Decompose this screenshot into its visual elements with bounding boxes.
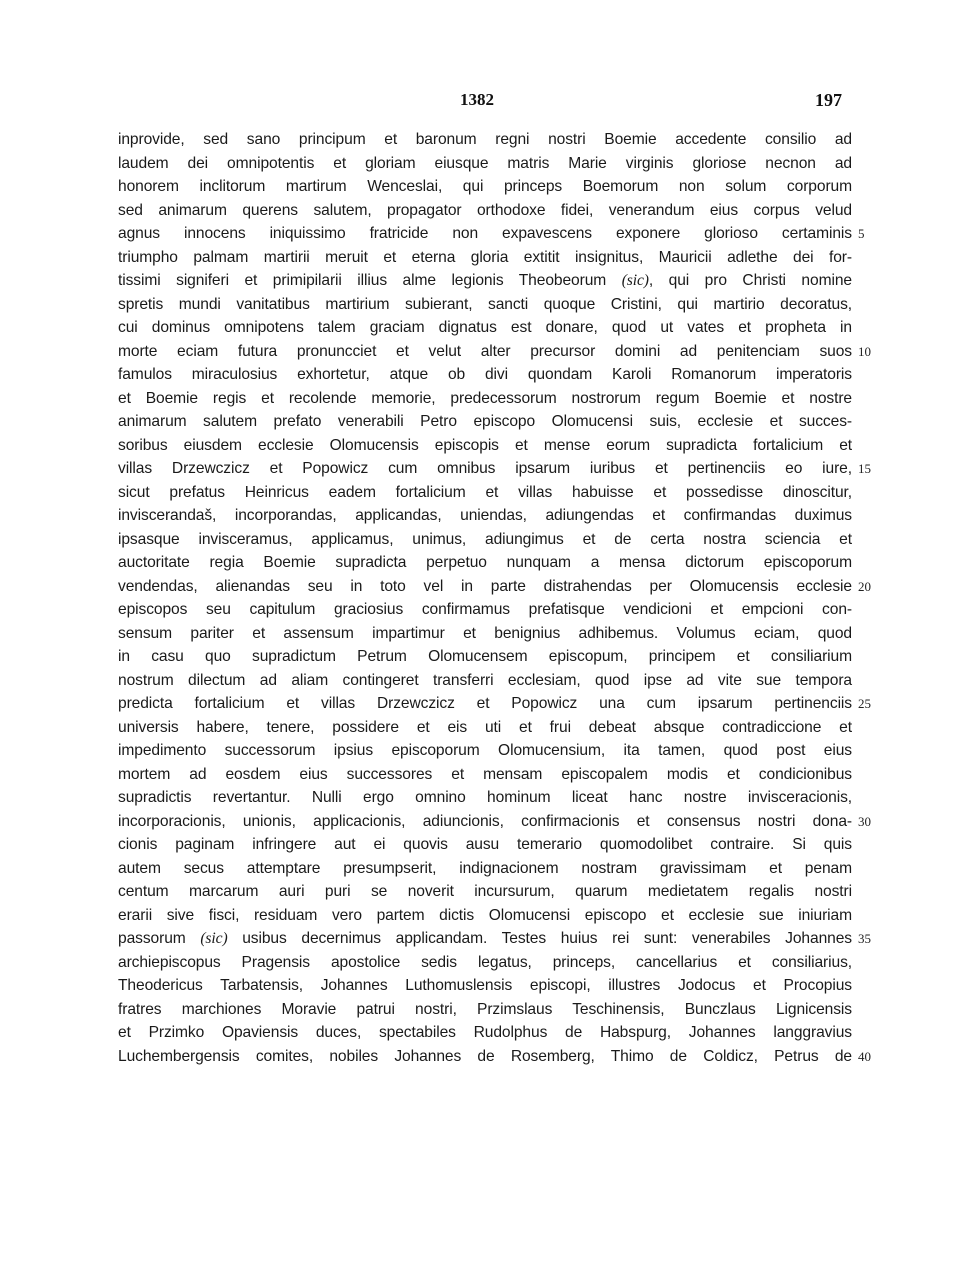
text-line: famulos miraculosius exhortetur, atque ob divi quondam Karoli Romanorum imperatoris <box>118 366 852 383</box>
text-line: inviscerandaš, incorporandas, applicandas, uniendas, adiungendas et confirmandas duximus <box>118 507 852 524</box>
text-line: ipsasque invisceramus, applicamus, unimus, adiungimus et de certa nostra sciencia et <box>118 530 852 548</box>
margin-line-number: 35 <box>858 931 871 946</box>
text-line: Luchembergensis comites, nobiles Johannes de Rosemberg, Thimo de Coldicz, Petrus de <box>118 1047 852 1065</box>
text-line: predicta fortalicium et villas Drzewczicz et Popowicz una cum ipsarum pertinenciis <box>118 695 852 712</box>
text-line: impedimento successorum ipsius episcoporum Olomucensium, ita tamen, quod post eius <box>118 742 852 759</box>
text-line: autem secus attemptare presumpserit, indignacionem nostram gravissimam et penam <box>118 859 852 877</box>
text-line: sicut prefatus Heinricus eadem fortalicium et villas habuisse et possedisse dinoscitur, <box>118 483 852 501</box>
text-line: supradictis revertantur. Nulli ergo omnino hominum liceat hanc nostre invisceracionis, <box>118 789 852 806</box>
text-line: fratres marchiones Moravie patrui nostri, Przimslaus Teschinensis, Bunczlaus Lignicensis <box>118 1000 852 1018</box>
margin-line-number: 15 <box>858 461 871 476</box>
body-text <box>118 128 852 1068</box>
text-line: centum marcarum auri puri se noverit incursurum, quarum medietatem regalis nostri <box>118 883 852 900</box>
text-line: Theodericus Tarbatensis, Johannes Luthomuslensis episcopi, illustres Jodocus et Procopius <box>118 977 852 994</box>
header-year: 1382 <box>460 90 494 109</box>
text-line: triumpho palmam martirii meruit et eterna gloria extitit insignitus, Mauricii adlethe dei for- <box>118 248 852 266</box>
text-line: soribus eiusdem ecclesie Olomucensis episcopis et mense eorum supradicta fortalicium et <box>118 436 852 454</box>
text-line: cui dominus omnipotens talem graciam dignatus est donare, quod ut vates et propheta in <box>118 319 852 336</box>
page-number: 197 <box>815 90 842 110</box>
text-line: vendendas, alienandas seu in toto vel in parte distrahendas per Olomucensis ecclesie <box>118 577 852 595</box>
text-line: tissimi signiferi et primipilarii illius alme legionis Theobeorum (sic), qui pro Christi nomine <box>118 272 852 289</box>
page-header <box>0 90 960 114</box>
text-line: cionis paginam infringere aut ei quovis ausu temerario quomodolibet contraire. Si quis <box>118 836 852 853</box>
text-line: et Przimko Opaviensis duces, spectabiles Rudolphus de Habspurg, Johannes langgravius <box>118 1024 852 1041</box>
text-line: nostrum dilectum ad aliam contingeret transferri ecclesiam, quod ipse ad vite sue tempora <box>118 671 852 689</box>
text-line: agnus innocens iniquissimo fratricide non expavescens exponere glorioso certaminis <box>118 225 852 242</box>
text-line: passorum (sic) usibus decernimus applicandam. Testes huius rei sunt: venerabiles Johannes <box>118 930 852 947</box>
text-line: sed animarum querens salutem, propagator orthodoxe fidei, venerandum eius corpus velud <box>118 201 852 219</box>
text-line: incorporacionis, unionis, applicacionis, adiuncionis, confirmacionis et consensus nostri dona- <box>118 812 852 830</box>
text-line: in casu quo supradictum Petrum Olomucensem episcopum, principem et consiliarium <box>118 648 852 665</box>
text-line: et Boemie regis et recolende memorie, predecessorum nostrorum regum Boemie et nostre <box>118 389 852 407</box>
margin-line-number: 25 <box>858 696 871 711</box>
margin-line-number: 5 <box>858 226 865 241</box>
text-line: inprovide, sed sano principum et baronum regni nostri Boemie accedente consilio ad <box>118 131 852 148</box>
text-line: morte eciam futura pronuncciet et velut alter precursor domini ad penitenciam suos <box>118 342 852 360</box>
text-line: animarum salutem prefato venerabili Petro episcopo Olomucensi suis, ecclesie et succes- <box>118 413 852 430</box>
text-line: auctoritate regia Boemie supradicta perpetuo nunquam a mensa dictorum episcoporum <box>118 554 852 571</box>
text-line: sensum pariter et assensum impartimur et benignius adhibemus. Volumus eciam, quod <box>118 624 852 642</box>
text-line: mortem ad eosdem eius successores et mensam episcopalem modis et condicionibus <box>118 765 852 783</box>
text-line: laudem dei omnipotentis et gloriam eiusque matris Marie virginis gloriose necnon ad <box>118 154 852 172</box>
text-line: spretis mundi vanitatibus martirium subierant, sancti quoque Cristini, qui martirio decoratus, <box>118 295 852 313</box>
text-line: archiepiscopus Pragensis apostolice sedis legatus, princeps, cancellarius et consiliarius, <box>118 953 852 971</box>
margin-line-number: 30 <box>858 813 871 829</box>
text-line: erarii sive fisci, residuam vero partem dictis Olomucensi episcopo et ecclesie sue iniuriam <box>118 906 852 924</box>
margin-line-number: 20 <box>858 578 871 594</box>
text-line: honorem inclitorum martirum Wenceslai, qui princeps Boemorum non solum corporum <box>118 178 852 195</box>
margin-line-number: 40 <box>858 1048 871 1064</box>
text-line: episcopos seu capitulum graciosius confirmamus prefatisque vendicioni et empcioni con- <box>118 601 852 618</box>
margin-line-number: 10 <box>858 343 871 359</box>
text-line: villas Drzewczicz et Popowicz cum omnibus ipsarum iuribus et pertinenciis eo iure, <box>118 460 852 477</box>
text-line: universis habere, tenere, possidere et eis uti et frui debeat absque contradiccione et <box>118 718 852 736</box>
